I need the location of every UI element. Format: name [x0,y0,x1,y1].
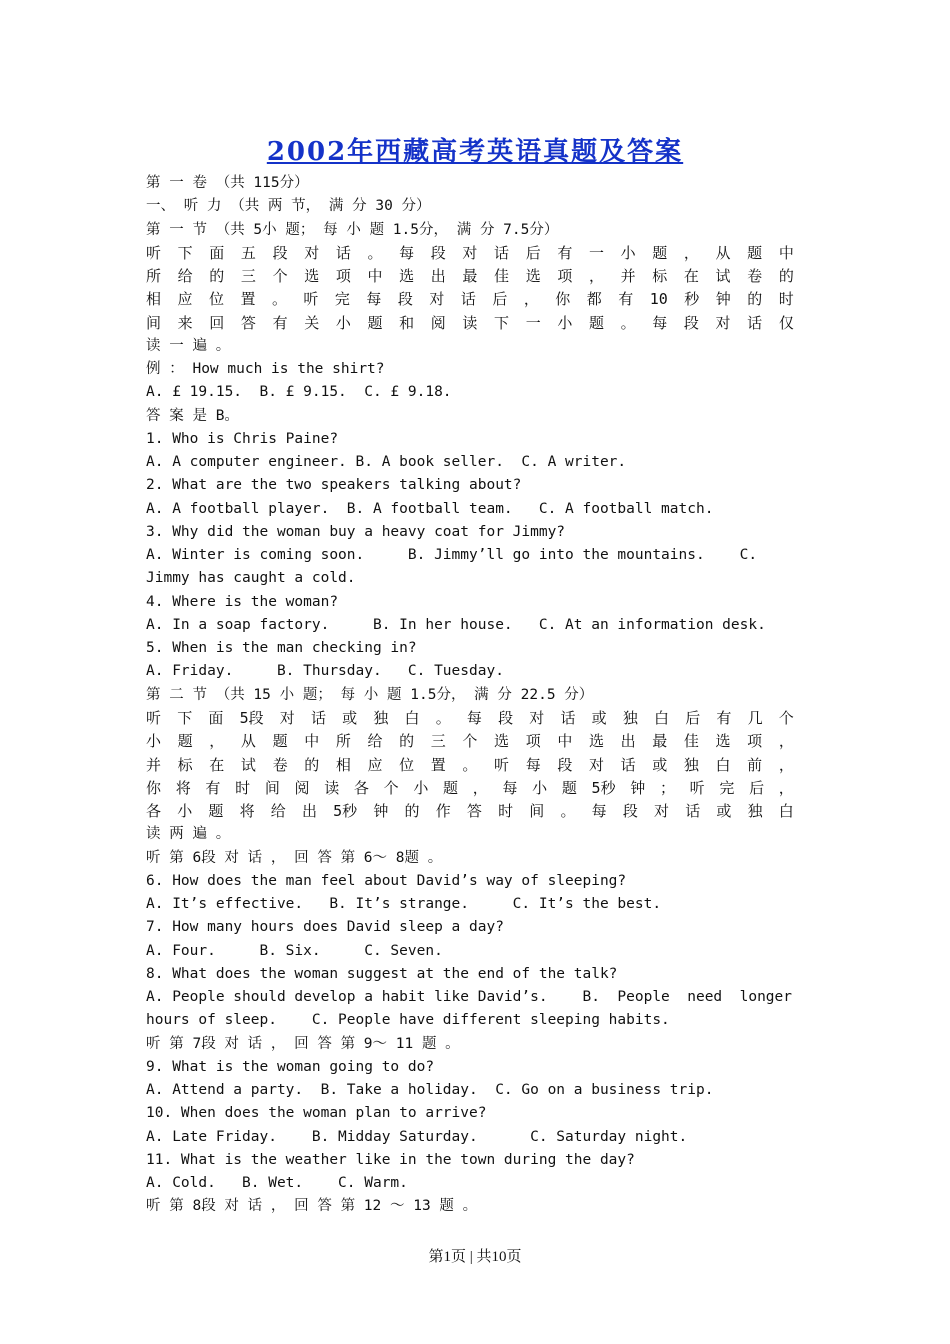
text-line: 你 将 有 时 间 阅 读 各 个 小 题 ， 每 小 题 5秒 钟 ； 听 完 后 ， [146,778,794,797]
text-line: 7. How many hours does David sleep a day? [146,919,504,936]
text-line: A. Late Friday. B. Midday Saturday. C. Saturday night. [146,1128,688,1145]
text-line: hours of sleep. C. People have different sleeping habits. [146,1012,670,1029]
text-line: A. Winter is coming soon. B. Jimmy’ll go into the mountains. C. [146,547,758,564]
text-line: A. Friday. B. Thursday. C. Tuesday. [146,663,504,680]
text-line: 8. What does the woman suggest at the end of the talk? [146,965,618,982]
text-line: 11. What is the weather like in the town during the day? [146,1151,635,1168]
text-line: A. In a soap factory. B. In her house. C. At an information desk. [146,616,766,633]
text-line: A. People should develop a habit like David’s. B. People need longer [146,989,793,1006]
text-line: 间 来 回 答 有 关 小 题 和 阅 读 下 一 小 题 。 每 段 对 话 仅 [146,313,794,332]
text-line: 2. What are the two speakers talking about? [146,477,522,494]
text-line: A. It’s effective. B. It’s strange. C. It’s the best. [146,896,662,913]
text-line: 5. When is the man checking in? [146,640,417,657]
text-line: 4. Where is the woman? [146,593,339,610]
text-line: 相 应 位 置 。 听 完 每 段 对 话 后 ， 你 都 有 10 秒 钟 的 时 [146,290,794,309]
text-line: 所 给 的 三 个 选 项 中 选 出 最 佳 选 项 ， 并 标 在 试 卷 的 [146,267,794,286]
text-line: 听 下 面 五 段 对 话 。 每 段 对 话 后 有 一 小 题 ， 从 题 中 [146,243,794,262]
document-title: 2002年西藏高考英语真题及答案 [266,137,684,167]
text-line: 听 下 面 5段 对 话 或 独 白 。 每 段 对 话 或 独 白 后 有 几 个 [146,708,794,727]
text-line: 第 一 卷 （共 115分） [146,175,309,191]
text-line: 1. Who is Chris Paine? [146,430,339,447]
text-line: 读 一 遍 。 [146,337,231,354]
text-line: 各 小 题 将 给 出 5秒 钟 的 作 答 时 间 。 每 段 对 话 或 独 白 [146,802,794,821]
text-line: 一、 听 力 （共 两 节， 满 分 30 分） [146,198,431,215]
text-line: 第 二 节 （共 15 小 题； 每 小 题 1.5分， 满 分 22.5 分） [146,686,594,703]
text-line: 例 ： How much is the shirt? [146,361,385,378]
text-line: A. Attend a party. B. Take a holiday. C. Go on a business trip. [146,1082,714,1099]
text-line: 听 第 8段 对 话 ， 回 答 第 12 ～ 13 题 。 [146,1198,478,1215]
text-line: 10. When does the woman plan to arrive? [146,1105,487,1122]
text-line: 听 第 6段 对 话 ， 回 答 第 6～ 8题 。 [146,849,443,866]
page-footer: 第1页 | 共10页 [428,1249,522,1265]
text-line: 小 题 ， 从 题 中 所 给 的 三 个 选 项 中 选 出 最 佳 选 项 ， [146,732,794,751]
text-line: 6. How does the man feel about David’s way of sleeping? [146,872,627,889]
text-line: 听 第 7段 对 话 ， 回 答 第 9～ 11 题 。 [146,1035,460,1052]
text-line: Jimmy has caught a cold. [146,570,356,587]
text-line: A. Cold. B. Wet. C. Warm. [146,1175,408,1192]
text-line: A. A football player. B. A football team. C. A football match. [146,500,714,517]
text-line: A. Four. B. Six. C. Seven. [146,942,443,959]
text-line: 第 一 节 （共 5小 题； 每 小 题 1.5分， 满 分 7.5分） [146,221,559,238]
text-line: 答 案 是 B。 [146,407,239,424]
text-line: 读 两 遍 。 [146,826,231,843]
text-line: 3. Why did the woman buy a heavy coat for Jimmy? [146,523,566,540]
text-line: A. A computer engineer. B. A book seller. C. A writer. [146,454,627,471]
text-line: A. £ 19.15. B. £ 9.15. C. £ 9.18. [146,384,452,401]
text-line: 9. What is the woman going to do? [146,1058,435,1075]
text-line: 并 标 在 试 卷 的 相 应 位 置 。 听 每 段 对 话 或 独 白 前 ， [146,755,794,774]
